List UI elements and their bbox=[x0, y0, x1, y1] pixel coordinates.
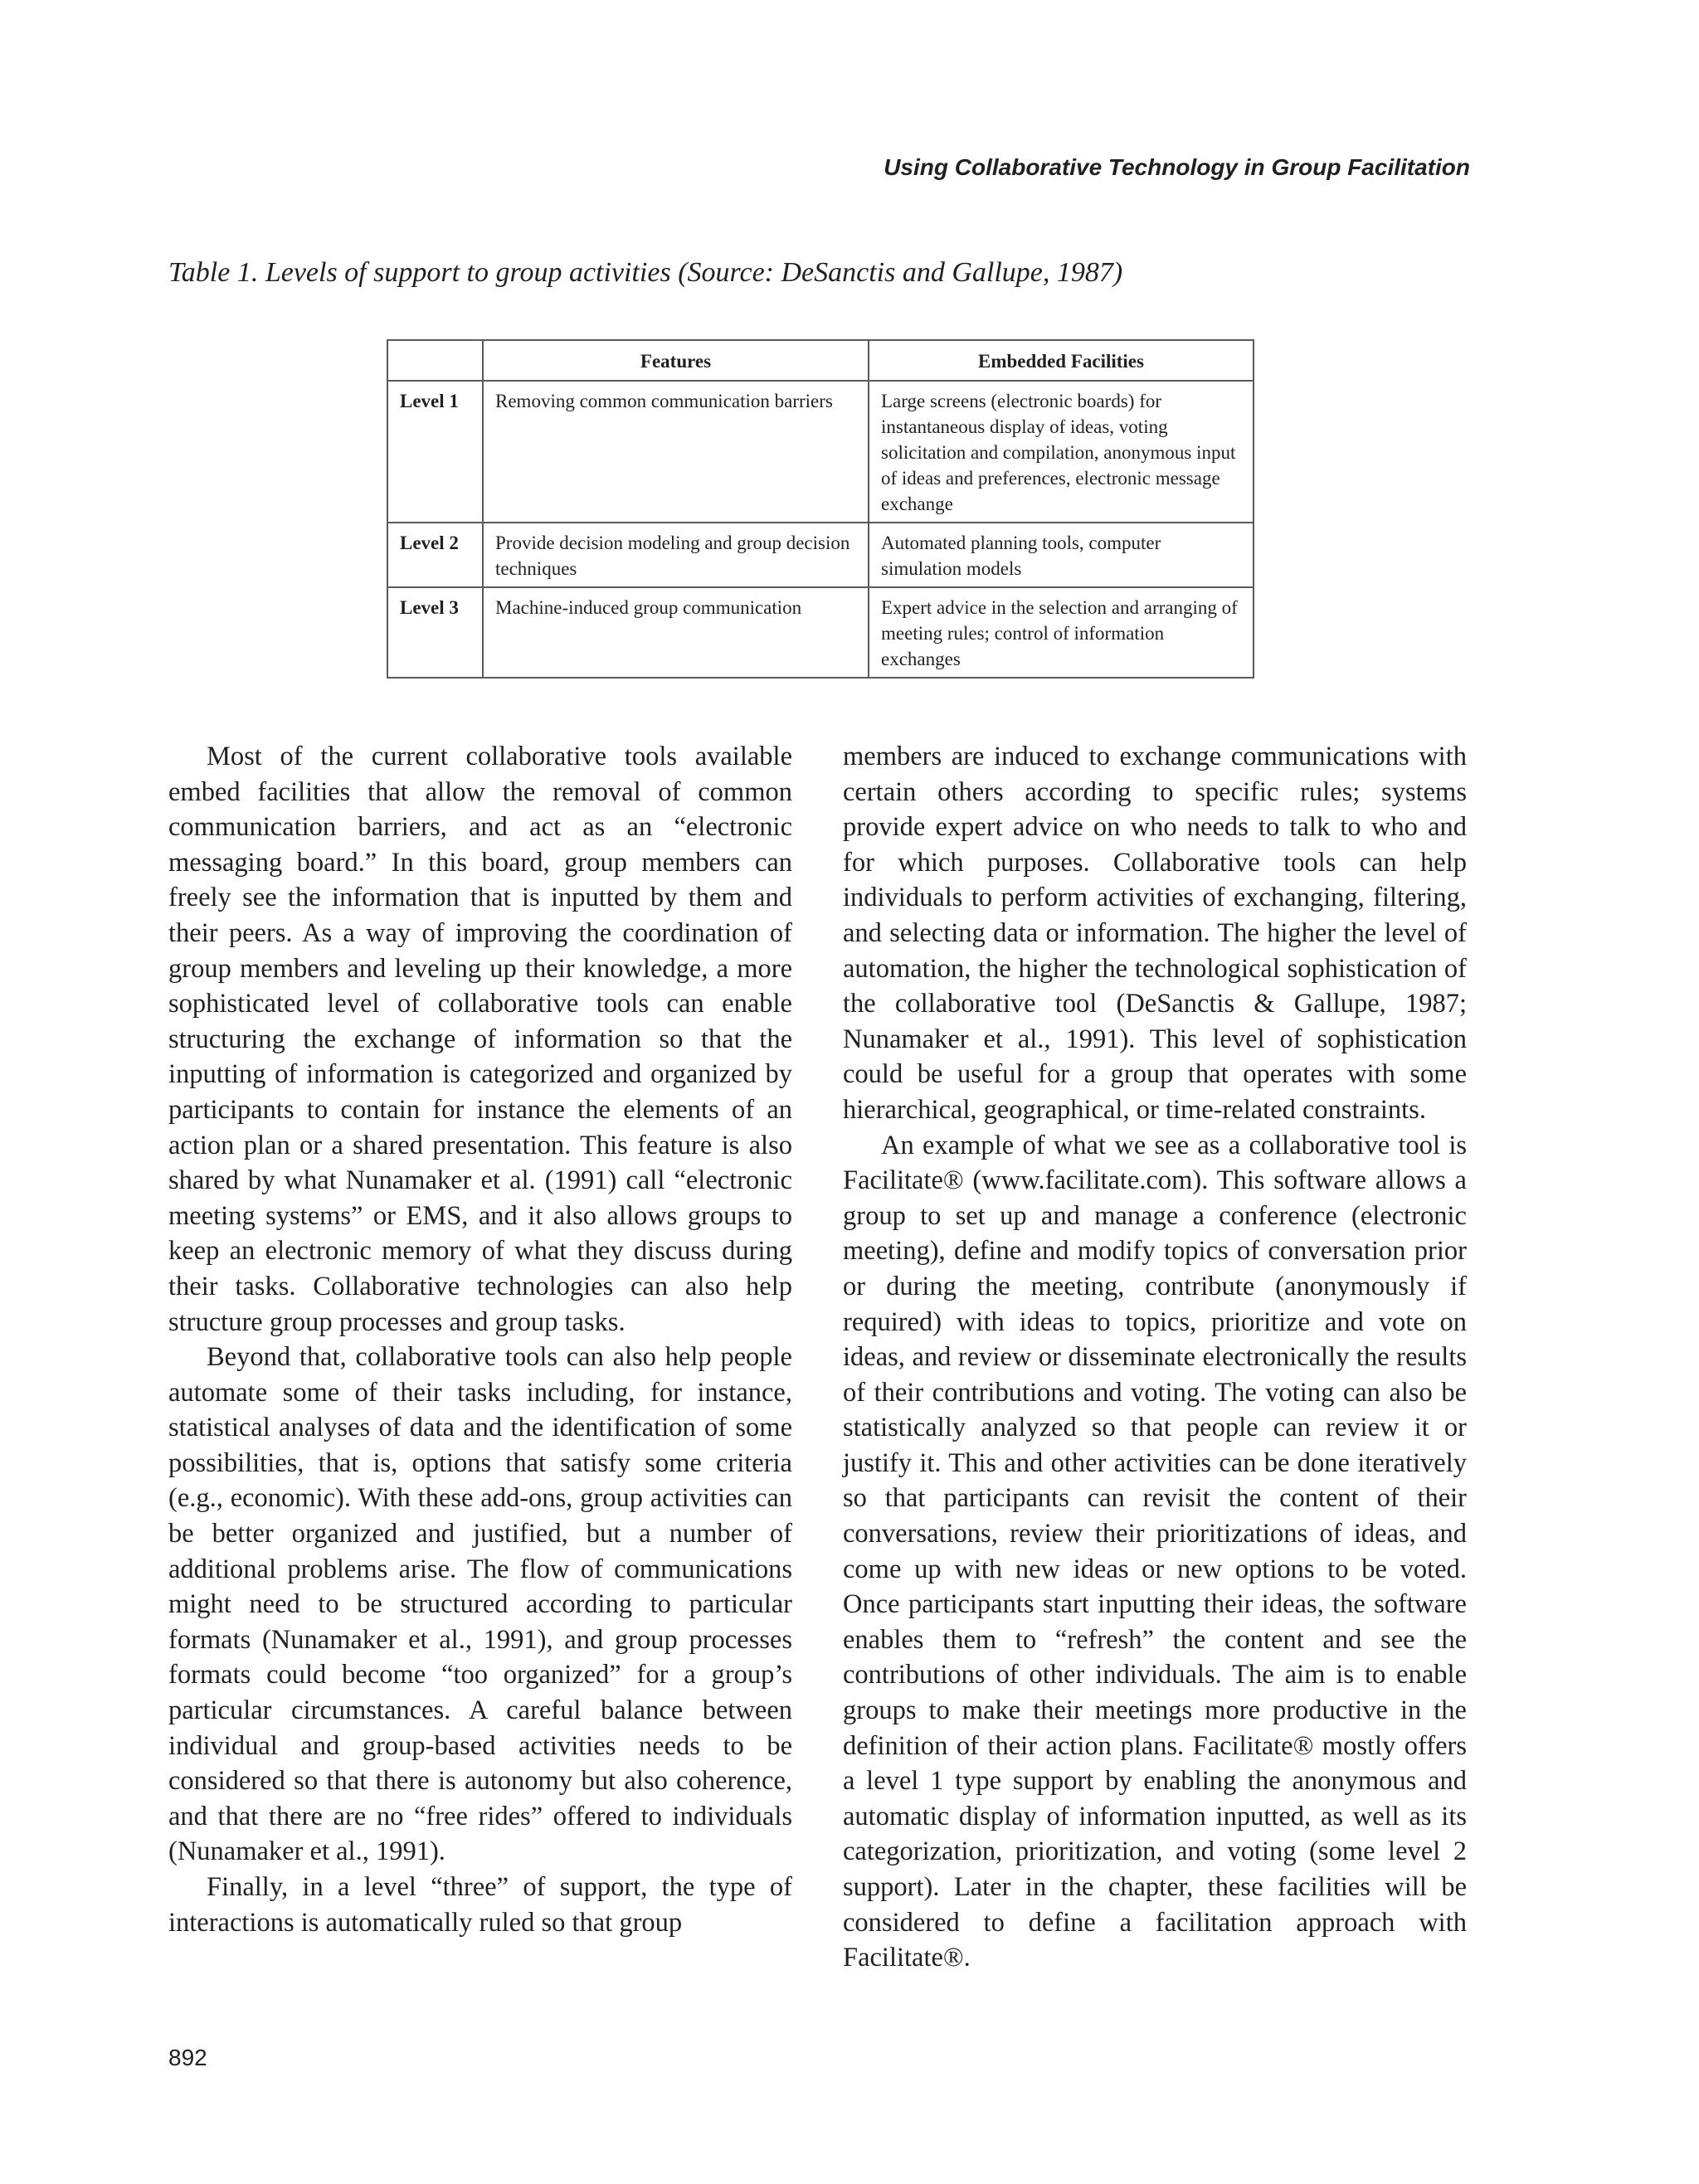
body-column-left bbox=[168, 739, 792, 1940]
table-header-facilities: Embedded Facilities bbox=[869, 340, 1254, 381]
levels-table bbox=[387, 339, 1254, 679]
body-paragraph: members are induced to exchange communications with certain others according to specific rules; systems provide expert advice on who needs to talk to who and for which purposes. Collaborative tools can help individuals to perform activities of exchanging, filtering, and selecting data or information. The higher the level of automation, the higher the technological sophistication of the collaborative tool (DeSanctis & Gallupe, 1987; Nunamaker et al., 1991). This level of sophistication could be useful for a group that operates with some hierarchical, geographical, or time-related constraints. bbox=[843, 742, 1467, 1125]
table-cell-features: Removing common communication barriers bbox=[483, 381, 869, 523]
table-header-row bbox=[387, 340, 1254, 381]
table-cell-facilities: Large screens (electronic boards) for instantaneous display of ideas, voting solicitation and compilation, anonymous input of ideas and preferences, electronic message exchange bbox=[869, 381, 1254, 523]
table-header-features: Features bbox=[483, 340, 869, 381]
body-paragraph: Beyond that, collaborative tools can also help people automate some of their tasks including, for instance, statistical analyses of data and the identification of some possibilities, that is, options that satisfy some criteria (e.g., economic). With these add-ons, group activities can be better organized and justified, but a number of additional problems arise. The flow of communications might need to be structured according to particular formats (Nunamaker et al., 1991), and group processes formats could become “too organized” for a group’s particular circumstances. A careful balance between individual and group-based activities needs to be considered so that there is autonomy but also coherence, and that there are no “free rides” offered to individuals (Nunamaker et al., 1991). bbox=[168, 1342, 792, 1867]
body-column-right bbox=[843, 739, 1467, 1976]
body-paragraph: Finally, in a level “three” of support, the type of interactions is automatically ruled so that group bbox=[168, 1872, 792, 1938]
table-cell-level: Level 3 bbox=[387, 587, 483, 678]
table-header-empty bbox=[387, 340, 483, 381]
running-title: Using Collaborative Technology in Group Facilitation bbox=[884, 154, 1470, 180]
body-paragraph: Most of the current collaborative tools available embed facilities that allow the removal of common communication barriers, and act as an “electronic messaging board.” In this board, group members can freely see the information that is inputted by them and their peers. As a way of improving the coordination of group members and leveling up their knowledge, a more sophisticated level of collaborative tools can enable structuring the exchange of information so that the inputting of information is categorized and organized by participants to contain for instance the elements of an action plan or a shared presentation. This feature is also shared by what Nunamaker et al. (1991) call “electronic meeting systems” or EMS, and it also allows groups to keep an electronic memory of what they discuss during their tasks. Collaborative technologies can also help structure group processes and group tasks. bbox=[168, 742, 792, 1337]
table-row bbox=[387, 381, 1254, 523]
table-row bbox=[387, 587, 1254, 678]
table-cell-features: Machine-induced group communication bbox=[483, 587, 869, 678]
table-cell-level: Level 1 bbox=[387, 381, 483, 523]
table-caption: Table 1. Levels of support to group activities (Source: DeSanctis and Gallupe, 1987) bbox=[168, 257, 1123, 288]
page-number: 892 bbox=[168, 2045, 207, 2070]
table-cell-level: Level 2 bbox=[387, 523, 483, 587]
table-cell-features: Provide decision modeling and group decision techniques bbox=[483, 523, 869, 587]
table-cell-facilities: Automated planning tools, computer simulation models bbox=[869, 523, 1254, 587]
body-paragraph: An example of what we see as a collaborative tool is Facilitate® (www.facilitate.com). This software allows a group to set up and manage a conference (electronic meeting), define and modify topics of conversation prior or during the meeting, contribute (anonymously if required) with ideas to topics, prioritize and vote on ideas, and review or disseminate electronically the results of their contributions and voting. The voting can also be statistically analyzed so that people can review it or justify it. This and other activities can be done iteratively so that participants can revisit the content of their conversations, review their prioritizations of ideas, and come up with new ideas or new options to be voted. Once participants start inputting their ideas, the software enables them to “refresh” the content and see the contributions of other individuals. The aim is to enable groups to make their meetings more productive in the definition of their action plans. Facilitate® mostly offers a level 1 type support by enabling the anonymous and automatic display of information inputted, as well as its categorization, prioritization, and voting (some level 2 support). Later in the chapter, these facilities will be considered to define a facilitation approach with Facilitate®. bbox=[843, 1130, 1467, 1973]
table-cell-facilities: Expert advice in the selection and arranging of meeting rules; control of information exchanges bbox=[869, 587, 1254, 678]
table-row bbox=[387, 523, 1254, 587]
